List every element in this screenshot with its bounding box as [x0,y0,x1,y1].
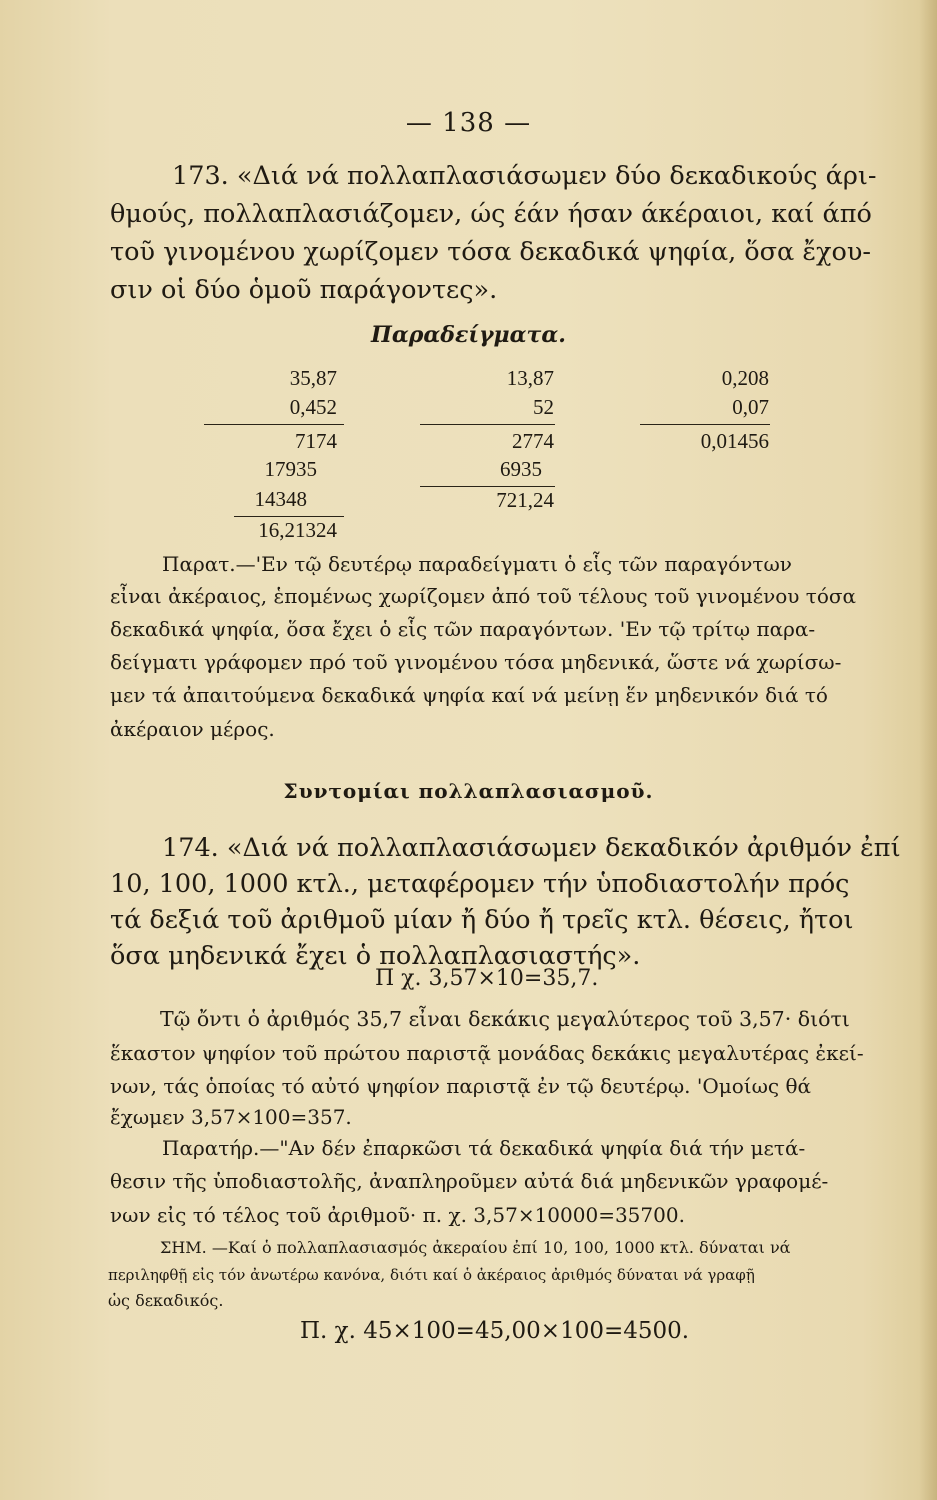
ex2-product: 721,24 [496,488,554,512]
ex2-multiplier: 52 [533,395,554,419]
page-number: — 138 — [405,108,532,138]
ex1-partial-3: 14348 [254,487,307,511]
note-line: ὡς δεκαδικός. [108,1291,224,1310]
examples-title: Παραδείγματα. [371,322,566,348]
note-line: ΣΗΜ. —Καί ὁ πολλαπλασιασμός ἀκεραίου ἐπί 10, 100, 1000 κτλ. δύναται νά [160,1238,791,1257]
s174-line: 174. «Διά νά πολλαπλασιάσωμεν δεκαδικόν ἀριθμόν ἐπί [162,833,901,863]
remark1-line: ἀκέραιον μέρος. [110,717,275,741]
s174-line: τά δεξιά τοῦ ἀριθμοῦ μίαν ἤ δύο ἤ τρεῖς κτλ. θέσεις, ἤτοι [110,905,854,935]
s174-line: 10, 100, 1000 κτλ., μεταφέρομεν τήν ὑποδιαστολήν πρός [110,869,850,899]
s173-line: θμούς, πολλαπλασιάζομεν, ώς έάν ήσαν άκέραιοι, καί άπό [110,199,872,229]
ex1-partial-1: 7174 [295,429,337,453]
explanation-line: ἕκαστον ψηφίον τοῦ πρώτου παριστᾷ μονάδας δεκάκις μεγαλυτέρας ἐκεί- [110,1041,864,1065]
page-edge-shadow [919,0,937,1500]
s174-line: ὅσα μηδενικά ἔχει ὁ πολλαπλασιαστής». [110,941,641,971]
remark2-line: θεσιν τῆς ὑποδιαστολῆς, ἀναπληροῦμεν αὐτά διά μηδενικῶν γραφομέ- [110,1169,829,1193]
remark1-line: δεκαδικά ψηφία, ὅσα ἔχει ὁ εἷς τῶν παραγόντων. 'Εν τῷ τρίτῳ παρα- [110,617,816,641]
ex2-partial-2: 6935 [500,457,542,481]
remark1-line: εἶναι ἀκέραιος, ἑπομένως χωρίζομεν ἀπό τοῦ τέλους τοῦ γινομένου τόσα [110,584,857,608]
section-title: Συντομίαι πολλαπλασιασμοῦ. [283,779,654,803]
s174-example: Π χ. 3,57×10=35,7. [375,966,599,991]
ex1-multiplicand: 35,87 [289,366,337,390]
ex1-partial-2: 17935 [264,457,317,481]
ex3-multiplicand: 0,208 [721,366,769,390]
ex2-partial-1: 2774 [512,429,554,453]
remark2-line: Παρατήρ.—"Αν δέν ἐπαρκῶσι τά δεκαδικά ψηφία διά τήν μετά- [162,1136,806,1160]
ex3-product: 0,01456 [700,429,769,453]
ex1-multiplier: 0,452 [289,395,337,419]
s173-line: τοῦ γινομένου χωρίζομεν τόσα δεκαδικά ψηφία, ὅσα ἔχου- [110,237,871,267]
ex2-rule [420,486,555,487]
explanation-line: ἔχωμεν 3,57×100=357. [110,1105,352,1129]
ex2-multiplicand: 13,87 [506,366,554,390]
ex1-product: 16,21324 [258,518,337,542]
remark2-line: νων εἰς τό τέλος τοῦ ἀριθμοῦ· π. χ. 3,57×10000=35700. [110,1203,685,1227]
ex2-rule [420,424,555,425]
explanation-line: νων, τάς ὁποίας τό αὐτό ψηφίον παριστᾷ ἐν τῷ δευτέρῳ. 'Ομοίως θά [110,1074,812,1098]
final-example: Π. χ. 45×100=45,00×100=4500. [300,1318,690,1344]
ex3-rule [640,424,770,425]
s173-line: σιν οἱ δύο ὁμοῦ παράγοντες». [110,275,498,305]
remark1-line: Παρατ.—'Εν τῷ δευτέρῳ παραδείγματι ὁ εἷς τῶν παραγόντων [162,552,792,576]
ex3-multiplier: 0,07 [732,395,769,419]
remark1-line: δείγματι γράφομεν πρό τοῦ γινομένου τόσα μηδενικά, ὥστε νά χωρίσω- [110,650,842,674]
explanation-line: Τῷ ὄντι ὁ ἀριθμός 35,7 εἶναι δεκάκις μεγαλύτερος τοῦ 3,57· διότι [160,1007,850,1031]
remark1-line: μεν τά ἀπαιτούμενα δεκαδικά ψηφία καί νά μείνῃ ἕν μηδενικόν διά τό [110,683,828,707]
s173-line: 173. «Διά νά πολλαπλασιάσωμεν δύο δεκαδικούς άρι- [172,161,877,191]
ex1-rule [204,424,344,425]
ex1-rule [234,516,344,517]
note-line: περιληφθῇ εἰς τόν ἀνωτέρω κανόνα, διότι καί ὁ ἀκέραιος ἀριθμός δύναται νά γραφῇ [108,1266,755,1284]
